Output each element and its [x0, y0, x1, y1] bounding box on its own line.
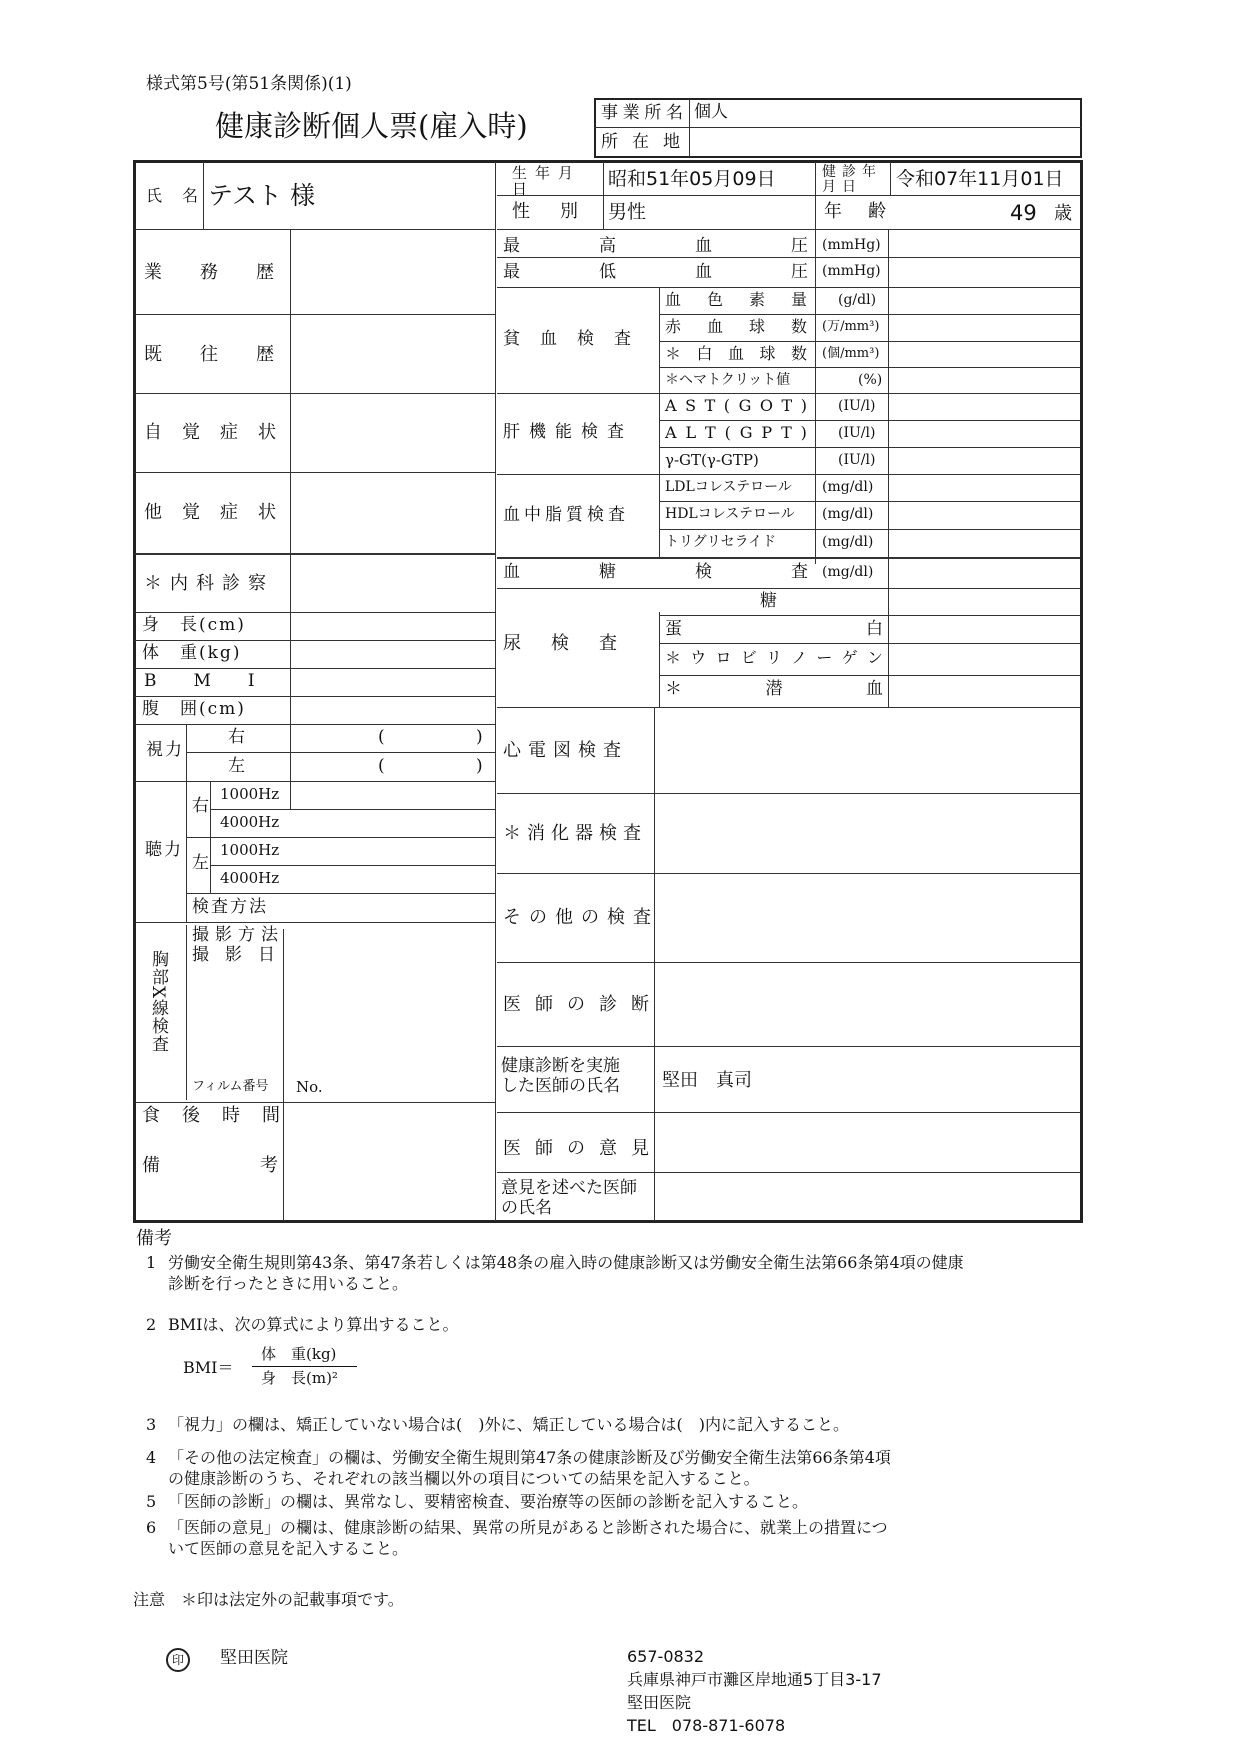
- bmi-fraction-bar: [252, 1366, 357, 1367]
- diagnosis-label: 医師の診断: [503, 994, 663, 1015]
- anemia-label: 貧血検査: [503, 329, 651, 349]
- note-2: BMIは、次の算式により算出すること。: [168, 1315, 459, 1334]
- bmi-label: B M I: [144, 671, 265, 691]
- hearing-right-label: 右: [192, 796, 209, 816]
- hearing-label: 聴力: [145, 840, 183, 860]
- exam-doctor-label-1: 健康診断を実施: [501, 1056, 620, 1076]
- waist-label: 腹 囲(cm): [142, 699, 246, 719]
- meal-time-label: 食後時間: [142, 1105, 302, 1126]
- ast-unit: (IU/l): [838, 398, 876, 414]
- opinion-doctor-label-2: の氏名: [501, 1198, 552, 1218]
- vision-right-label: 右: [228, 727, 245, 747]
- bp-high-label: 最 高 血 圧: [503, 236, 808, 256]
- wbc-label: ＊ 白 血 球 数: [665, 344, 807, 363]
- weight-label: 体 重(kg): [142, 643, 242, 663]
- footer-tel: TEL 078-871-6078: [627, 1716, 786, 1735]
- ecg-label: 心電図検査: [503, 740, 628, 761]
- work-history-label: 業務歴: [144, 262, 312, 283]
- remarks-row-label: 備 考: [142, 1155, 278, 1176]
- name-label: 氏名: [146, 186, 219, 205]
- urine-protein-label: 蛋 白: [665, 619, 883, 639]
- sex-label: 性別: [512, 201, 608, 222]
- hemoglobin-unit: (g/dl): [838, 292, 877, 308]
- vision-left-paren-open: (: [378, 756, 385, 776]
- office-address-label: 所在地: [601, 132, 694, 152]
- hearing-left-1000: 1000Hz: [220, 841, 280, 859]
- note-1-number: 1: [146, 1253, 157, 1272]
- height-label: 身 長(cm): [142, 615, 246, 635]
- age-value: 49: [1010, 201, 1037, 225]
- exam-date-label: 健診年月日: [822, 164, 882, 195]
- exam-date-value: 令和07年11月01日: [896, 168, 1064, 190]
- hearing-left-label: 左: [192, 853, 209, 873]
- xray-date-label: 撮影日: [192, 945, 291, 965]
- glucose-unit: (mg/dl): [822, 564, 874, 580]
- liver-label: 肝機能検査: [503, 422, 633, 442]
- note-4-number: 4: [146, 1448, 157, 1467]
- ggt-unit: (IU/l): [838, 452, 876, 468]
- sex-value: 男性: [608, 201, 647, 223]
- footer-clinic-name: 堅田医院: [220, 1648, 288, 1668]
- urine-sugar-label: 糖: [760, 591, 777, 611]
- lipid-label: 血中脂質検査: [503, 505, 629, 525]
- opinion-doctor-label-1: 意見を述べた医師: [501, 1178, 637, 1198]
- note-1-line1: 労働安全衛生規則第43条、第47条若しくは第48条の雇入時の健康診断又は労働安全衛生法第66条第4項の健康: [168, 1253, 964, 1272]
- occult-blood-label: ＊ 潜 血: [665, 679, 883, 699]
- past-history-label: 既往歴: [144, 344, 312, 365]
- hdl-unit: (mg/dl): [822, 506, 874, 522]
- urine-label: 尿検査: [503, 633, 647, 654]
- bp-low-label: 最 低 血 圧: [503, 262, 808, 282]
- note-3: 「視力」の欄は、矯正していない場合は( )外に、矯正している場合は( )内に記入すること。: [168, 1415, 849, 1434]
- note-6-number: 6: [146, 1518, 157, 1537]
- rbc-label: 赤 血 球 数: [665, 317, 807, 336]
- age-unit: 歳: [1054, 203, 1072, 224]
- bp-low-unit: (mmHg): [822, 263, 881, 279]
- alt-unit: (IU/l): [838, 425, 876, 441]
- tg-label: トリグリセライド: [665, 534, 777, 550]
- footer-postal-code: 657-0832: [627, 1647, 705, 1666]
- vision-right-paren-close: ): [476, 727, 483, 747]
- hemoglobin-label: 血 色 素 量: [665, 290, 807, 309]
- ast-label: A S T ( G O T ): [665, 396, 807, 415]
- age-label: 年齢: [824, 201, 912, 222]
- form-code: 様式第5号(第51条関係)(1): [146, 74, 352, 94]
- hearing-right-4000: 4000Hz: [220, 813, 280, 831]
- ldl-unit: (mg/dl): [822, 479, 874, 495]
- hearing-right-1000: 1000Hz: [220, 785, 280, 803]
- subjective-label: 自覚症状: [144, 422, 296, 443]
- office-name-label: 事 業 所 名: [601, 103, 683, 123]
- hdl-label: HDLコレステロール: [665, 506, 795, 522]
- note-6-line2: いて医師の意見を記入すること。: [168, 1539, 409, 1558]
- note-6-line1: 「医師の意見」の欄は、健康診断の結果、異常の所見があると診断された場合に、就業上の措置につ: [168, 1518, 888, 1537]
- film-no-label: フィルム番号: [192, 1079, 269, 1094]
- vision-left-paren-close: ): [476, 756, 483, 776]
- ggt-label: γ-GT(γ-GTP): [665, 451, 759, 469]
- vision-right-paren-open: (: [378, 727, 385, 747]
- tg-unit: (mg/dl): [822, 534, 874, 550]
- name-value: テスト 様: [208, 181, 315, 210]
- note-2-number: 2: [146, 1315, 157, 1334]
- note-4-line2: の健康診断のうち、それぞれの該当欄以外の項目についての結果を記入すること。: [168, 1469, 760, 1488]
- birth-label: 生年月日: [512, 164, 582, 198]
- bmi-formula-denominator: 身 長(m)²: [261, 1369, 338, 1387]
- bmi-formula-lhs: BMI＝: [183, 1358, 234, 1377]
- film-no-prefix: No.: [296, 1078, 323, 1096]
- note-1-line2: 診断を行ったときに用いること。: [168, 1274, 409, 1293]
- bmi-formula-numerator: 体 重(kg): [261, 1345, 337, 1363]
- hearing-left-4000: 4000Hz: [220, 869, 280, 887]
- hematocrit-unit: (%): [858, 372, 883, 388]
- ldl-label: LDLコレステロール: [665, 479, 792, 495]
- xray-label: 胸部X線検査: [148, 950, 168, 1054]
- office-name-value: 個人: [694, 102, 728, 122]
- form-title: 健康診断個人票(雇入時): [215, 109, 528, 143]
- exam-doctor-label-2: した医師の氏名: [501, 1076, 620, 1096]
- other-tests-label: その他の検査: [503, 907, 659, 928]
- opinion-label: 医師の意見: [503, 1138, 663, 1159]
- bp-high-unit: (mmHg): [822, 237, 881, 253]
- xray-method-label: 撮影方法: [192, 925, 284, 945]
- note-3-number: 3: [146, 1415, 157, 1434]
- wbc-unit: (個/mm³): [822, 346, 880, 361]
- alt-label: A L T ( G P T ): [665, 423, 807, 442]
- note-5: 「医師の診断」の欄は、異常なし、要精密検査、要治療等の医師の診断を記入すること。: [168, 1492, 809, 1511]
- rbc-unit: (万/mm³): [822, 319, 880, 334]
- footer-clinic-name-2: 堅田医院: [627, 1693, 692, 1712]
- glucose-label: 血 糖 検 査: [503, 562, 808, 582]
- caution-note: 注意 ＊印は法定外の記載事項です。: [133, 1590, 404, 1609]
- vision-left-label: 左: [228, 756, 245, 776]
- hearing-method-label: 検査方法: [192, 897, 268, 917]
- seal-icon: 印: [166, 1648, 190, 1672]
- internal-exam-label: ＊内科診察: [144, 573, 274, 594]
- note-4-line1: 「その他の法定検査」の欄は、労働安全衛生規則第47条の健康診断及び労働安全衛生法第66条第4項: [168, 1448, 891, 1467]
- exam-doctor-name: 堅田 真司: [662, 1070, 752, 1091]
- footer-address: 兵庫県神戸市灘区岸地通5丁目3-17: [627, 1670, 882, 1689]
- vision-label: 視力: [146, 740, 184, 760]
- digestive-label: ＊消化器検査: [503, 823, 647, 844]
- birth-value: 昭和51年05月09日: [608, 168, 776, 190]
- notes-header: 備考: [136, 1228, 172, 1249]
- note-5-number: 5: [146, 1492, 157, 1511]
- objective-label: 他覚症状: [144, 502, 296, 523]
- hematocrit-label: ＊ヘマトクリット値: [665, 372, 791, 388]
- urobilinogen-label: ＊ ウ ロ ビ リ ノ ー ゲ ン: [665, 648, 883, 667]
